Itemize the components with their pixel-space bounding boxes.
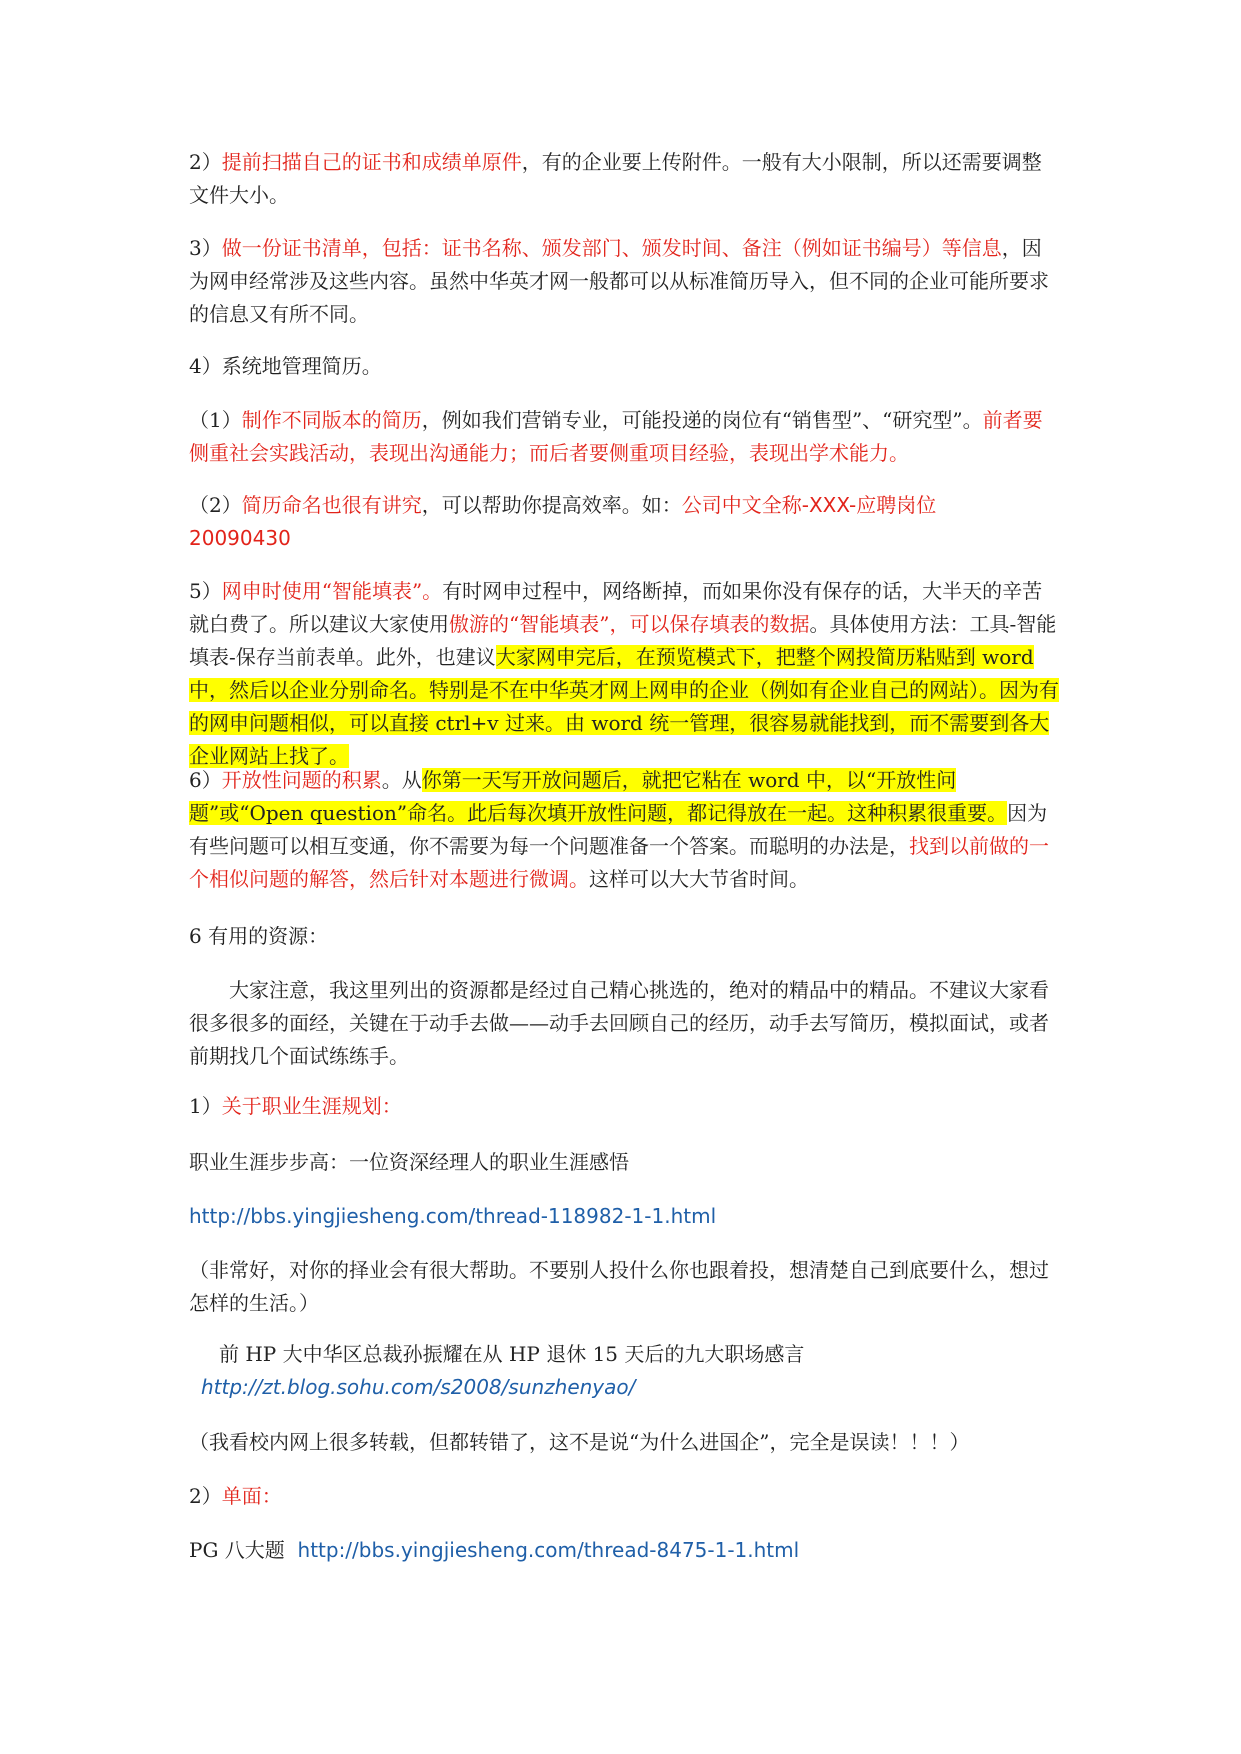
- resource-note: （非常好，对你的择业会有很大帮助。不要别人投什么你也跟着投，想清楚自己到底要什么，想过怎样的生活。）: [189, 1258, 1049, 1315]
- item-number: 5）: [189, 579, 222, 603]
- item-number: 2）: [189, 150, 222, 174]
- highlight-red-text: 公司中文全称-XXX-应聘岗位 20090430: [189, 493, 937, 550]
- career-link[interactable]: http://bbs.yingjiesheng.com/thread-118982-1-1.html: [189, 1204, 717, 1228]
- item-number: 2）: [189, 1484, 222, 1508]
- highlight-red-text: 关于职业生涯规划：: [221, 1094, 402, 1118]
- item-number: 6）: [189, 768, 222, 792]
- item-number: （1）: [189, 408, 242, 432]
- body-text: 4）系统地管理简历。: [189, 354, 382, 378]
- body-text: ，因为网申经常涉及这些内容。虽然中华英才网一般都可以从标准简历导入，但不同的企业可能所要求的信息又有所不同。: [189, 236, 1049, 326]
- highlight-red-text: 做一份证书清单，包括：证书名称、颁发部门、颁发时间、备注（例如证书编号）等信息: [221, 236, 1002, 260]
- resource-title: 前 HP 大中华区总裁孙振耀在从 HP 退休 15 天后的九大职场感言: [219, 1342, 805, 1366]
- body-text: 有时网申过程中，网络断掉，而如果你没有保存的话，大半天的辛苦就白费了。所以建议大家使用: [189, 579, 1043, 636]
- body-text: 这样可以大大节省时间。: [589, 867, 809, 891]
- resource-link-paragraph: [201, 1371, 1059, 1404]
- resource-note: （我看校内网上很多转载，但都转错了，这不是说“为什么进国企”，完全是误读！！！）: [189, 1430, 970, 1454]
- paragraph-item-4: [189, 350, 1059, 383]
- highlight-red-text: 简历命名也很有讲究: [241, 493, 422, 517]
- pg-resource: [189, 1534, 1059, 1567]
- paragraph-item-6: [189, 764, 1059, 896]
- pg-link[interactable]: http://bbs.yingjiesheng.com/thread-8475-1-1.html: [297, 1538, 800, 1562]
- resource-heading-1: [189, 1090, 1059, 1123]
- highlight-red-text: 前者要侧重社会实践活动，表现出沟通能力；而后者要侧重项目经验，表现出学术能力。: [189, 408, 1043, 465]
- body-text: ，例如我们营销专业，可能投递的岗位有“销售型”、“研究型”。: [421, 408, 983, 432]
- highlight-red-text: 单面：: [221, 1484, 282, 1508]
- highlight-red-text: 提前扫描自己的证书和成绩单原件: [221, 150, 522, 174]
- paragraph-item-3: [189, 232, 1059, 331]
- body-text: ，可以帮助你提高效率。如：: [421, 493, 682, 517]
- highlight-red-text: 制作不同版本的简历: [241, 408, 422, 432]
- highlight-red-text: 傲游的“智能填表”，可以保存填表的数据: [449, 612, 810, 636]
- resource-title: 职业生涯步步高：一位资深经理人的职业生涯感悟: [189, 1150, 629, 1174]
- hp-link[interactable]: http://zt.blog.sohu.com/s2008/sunzhenyao/: [201, 1375, 636, 1399]
- paragraph-item-4-2: [189, 489, 979, 555]
- body-text: 因为有些问题可以相互变通，你不需要为每一个问题准备一个答案。而聪明的办法是，: [189, 801, 1048, 858]
- body-text: ，有的企业要上传附件。一般有大小限制，所以还需要调整文件大小。: [189, 150, 1042, 207]
- paragraph-item-2: [189, 146, 1059, 212]
- pg-label: PG 八大题: [189, 1538, 285, 1562]
- intro-paragraph: 大家注意，我这里列出的资源都是经过自己精心挑选的，绝对的精品中的精品。不建议大家看很多很多的面经，关键在于动手去做——动手去回顾自己的经历，动手去写简历，模拟面试，或者前期找几个面试练练手。: [189, 978, 1049, 1068]
- item-number: 3）: [189, 236, 222, 260]
- paragraph-item-5: [189, 575, 1059, 773]
- highlighted-yellow-text: 大家网申完后，在预览模式下，把整个网投简历粘贴到 word 中，然后以企业分别命名。特别是不在中华英才网上网申的企业（例如有企业自己的网站）。因为有的网申问题相似，可以直接 ctrl+v 过来。由 word 统一管理，很容易就能找到，而不需要到各大企业网站上找了。: [189, 645, 1059, 768]
- highlight-red-text: 网申时使用“智能填表”。: [221, 579, 443, 603]
- highlight-red-text: 找到以前做的一个相似问题的解答，然后针对本题进行微调。: [189, 834, 1049, 891]
- highlight-red-text: 开放性问题的积累: [221, 768, 382, 792]
- body-text: 。从: [381, 768, 422, 792]
- section-heading: 6 有用的资源：: [189, 924, 329, 948]
- paragraph-item-4-1: [189, 404, 1059, 470]
- highlighted-yellow-text: 你第一天写开放问题后，就把它粘在 word 中，以“开放性问题”或“Open question”命名。此后每次填开放性问题，都记得放在一起。这种积累很重要。: [189, 768, 1008, 825]
- resource-link-paragraph: [189, 1200, 1059, 1233]
- resource-heading-2: [189, 1480, 1059, 1513]
- item-number: （2）: [189, 493, 242, 517]
- body-text: 。具体使用方法：工具-智能填表-保存当前表单。此外，也建议: [189, 612, 1057, 669]
- item-number: 1）: [189, 1094, 222, 1118]
